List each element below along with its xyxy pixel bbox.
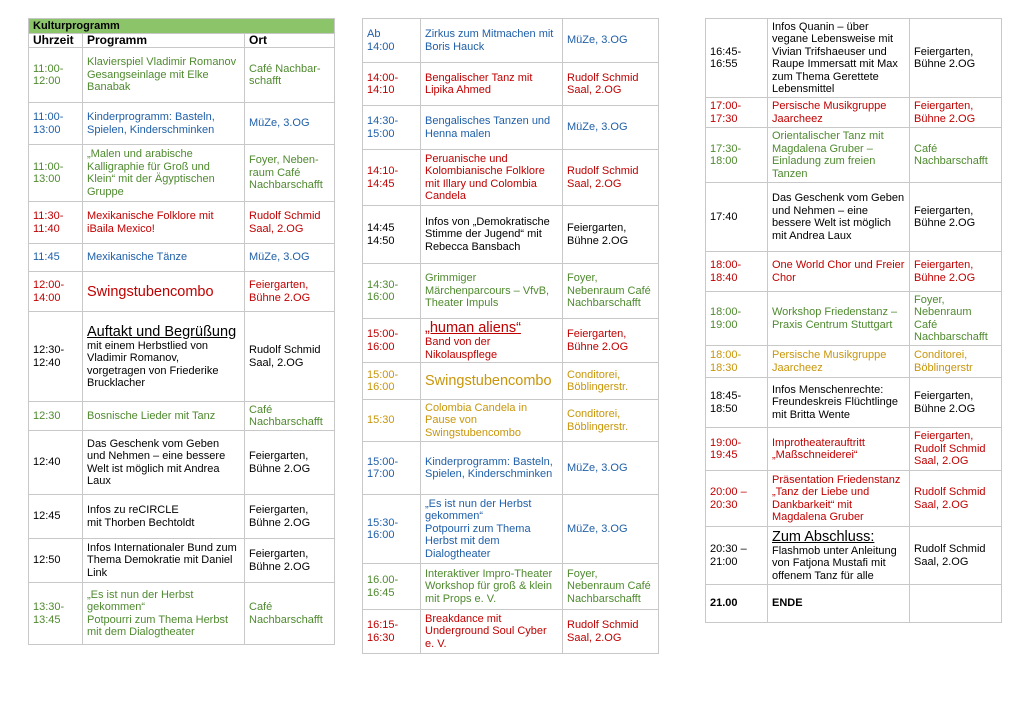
program-text: Infos von „Demokratische Stimme der Jugend“ mit Rebecca Bansbach xyxy=(425,215,550,253)
program-text: Mexikanische Tänze xyxy=(87,251,188,264)
schedule-table-3 xyxy=(705,18,1002,623)
table-row xyxy=(29,145,335,202)
time-cell: 11:00- 12:00 xyxy=(29,48,83,103)
program-cell xyxy=(768,128,910,183)
program-headline: „human aliens“ xyxy=(425,320,521,336)
time-cell: 15:00- 16:00 xyxy=(363,363,421,400)
table-row xyxy=(706,19,1002,98)
program-text: Interaktiver Impro-Theater Workshop für groß & klein mit Props e. V. xyxy=(425,567,553,605)
program-text: Bosnische Lieder mit Tanz xyxy=(87,409,216,422)
schedule-body-3 xyxy=(706,19,1002,623)
time-cell: 11:00- 13:00 xyxy=(29,103,83,145)
place-cell: Feiergarten, Bühne 2.OG xyxy=(245,272,335,312)
table-row xyxy=(706,292,1002,346)
program-cell xyxy=(83,48,245,103)
program-cell xyxy=(83,539,245,583)
time-cell: 14:45 14:50 xyxy=(363,206,421,264)
program-text: Infos Menschenrechte: Freundeskreis Flüchtlinge mit Britta Wente xyxy=(772,383,898,421)
program-text: mit einem Herbstlied von Vladimir Romanov, vorgetragen von Friederike Brucklacher xyxy=(87,339,219,389)
time-cell: Ab 14:00 xyxy=(363,19,421,63)
time-cell: 14:30- 16:00 xyxy=(363,264,421,319)
table-row xyxy=(706,98,1002,128)
program-text: Kinderprogramm: Basteln, Spielen, Kinderschminken xyxy=(87,111,215,136)
table-row xyxy=(706,346,1002,378)
place-cell: Feiergarten, Bühne 2.OG xyxy=(910,19,1002,98)
program-cell xyxy=(768,428,910,471)
table-row xyxy=(706,585,1002,623)
program-text: Klavierspiel Vladimir Romanov Gesangseinlage mit Elke Banabak xyxy=(87,56,237,94)
table-row xyxy=(29,244,335,272)
program-headline: Swingstubencombo xyxy=(87,283,214,300)
program-text: Breakdance mit Underground Soul Cyber e. V. xyxy=(425,612,547,650)
place-cell: MüZe, 3.OG xyxy=(563,106,659,150)
title-row xyxy=(29,19,335,34)
program-cell xyxy=(421,363,563,400)
program-text: Mexikanische Folklore mit iBaila Mexico! xyxy=(87,210,214,235)
time-cell: 16.00- 16:45 xyxy=(363,564,421,610)
program-cell xyxy=(83,495,245,539)
program-cell xyxy=(83,312,245,402)
program-text: Bengalischer Tanz mit Lipika Ahmed xyxy=(425,71,533,96)
table-row xyxy=(363,495,659,564)
program-text: Band von der Nikolauspflege xyxy=(425,336,498,361)
place-cell: Conditorei, Böblingerstr xyxy=(910,346,1002,378)
table-row xyxy=(363,564,659,610)
time-cell: 16:45- 16:55 xyxy=(706,19,768,98)
time-cell: 20:30 – 21:00 xyxy=(706,527,768,585)
time-cell: 18:00- 19:00 xyxy=(706,292,768,346)
place-cell: Feiergarten, Bühne 2.OG xyxy=(910,183,1002,252)
place-cell: Foyer, Nebenraum Café Nachbarschafft xyxy=(910,292,1002,346)
program-cell xyxy=(421,150,563,206)
table-row xyxy=(706,527,1002,585)
program-text: ENDE xyxy=(772,597,803,610)
table-row xyxy=(363,363,659,400)
table-row xyxy=(706,378,1002,428)
header-place: Ort xyxy=(245,34,335,48)
program-cell xyxy=(768,19,910,98)
program-headline: Swingstubencombo xyxy=(425,373,552,389)
program-cell xyxy=(421,319,563,363)
place-cell: Rudolf Schmid Saal, 2.OG xyxy=(910,527,1002,585)
program-text: Das Geschenk vom Geben und Nehmen – eine bessere Welt ist möglich mit Andrea Laux xyxy=(87,437,226,487)
place-cell: Rudolf Schmid Saal, 2.OG xyxy=(910,471,1002,527)
program-cell xyxy=(421,495,563,564)
program-headline: Auftakt und Begrüßung xyxy=(87,323,237,340)
place-cell: Rudolf Schmid Saal, 2.OG xyxy=(245,202,335,244)
table-row xyxy=(29,402,335,431)
place-cell: Foyer, Neben- raum Café Nachbarschafft xyxy=(245,145,335,202)
place-cell: Feiergarten, Rudolf Schmid Saal, 2.OG xyxy=(910,428,1002,471)
time-cell: 14:30- 15:00 xyxy=(363,106,421,150)
place-cell: Café Nachbar- schafft xyxy=(245,48,335,103)
program-text: Peruanische und Kolombianische Folklore mit Illary und Colombia Candela xyxy=(425,152,545,202)
program-text: Orientalischer Tanz mit Magdalena Gruber – Einladung zum freien Tanzen xyxy=(772,130,884,180)
table-row xyxy=(363,264,659,319)
program-cell xyxy=(83,202,245,244)
time-cell: 12:40 xyxy=(29,431,83,495)
place-cell: Feiergarten, Bühne 2.OG xyxy=(910,98,1002,128)
table-row xyxy=(363,19,659,63)
time-cell: 18:45- 18:50 xyxy=(706,378,768,428)
program-text: Kinderprogramm: Basteln, Spielen, Kinderschminken xyxy=(425,455,553,480)
schedule-column-1 xyxy=(28,18,334,645)
program-cell xyxy=(421,564,563,610)
place-cell: Rudolf Schmid Saal, 2.OG xyxy=(563,63,659,106)
time-cell: 15:00- 17:00 xyxy=(363,442,421,495)
schedule-body-2 xyxy=(363,19,659,654)
program-text: Grimmiger Märchenparcours – VfvB, Theater Impuls xyxy=(425,272,550,310)
program-cell xyxy=(768,585,910,623)
schedule-table-1 xyxy=(28,18,335,645)
program-cell xyxy=(421,206,563,264)
program-cell xyxy=(421,63,563,106)
time-cell: 15:30 xyxy=(363,400,421,442)
table-row xyxy=(29,583,335,645)
program-cell xyxy=(768,292,910,346)
table-row xyxy=(363,319,659,363)
place-cell: Conditorei, Böblingerstr. xyxy=(563,363,659,400)
place-cell xyxy=(910,585,1002,623)
table-row xyxy=(706,471,1002,527)
place-cell: MüZe, 3.OG xyxy=(563,19,659,63)
table-row xyxy=(29,202,335,244)
time-cell: 15:00- 16:00 xyxy=(363,319,421,363)
place-cell: Conditorei, Böblingerstr. xyxy=(563,400,659,442)
table-row xyxy=(29,539,335,583)
program-text: Infos Internationaler Bund zum Thema Demokratie mit Daniel Link xyxy=(87,541,237,579)
program-text: „Es ist nun der Herbst gekommen“ Potpourri zum Thema Herbst mit dem Dialogtheater xyxy=(87,588,229,638)
program-cell xyxy=(421,106,563,150)
time-cell: 12:00- 14:00 xyxy=(29,272,83,312)
program-cell xyxy=(421,264,563,319)
schedule-column-2 xyxy=(362,18,658,654)
table-row xyxy=(363,442,659,495)
table-row xyxy=(706,183,1002,252)
program-cell xyxy=(83,272,245,312)
time-cell: 18:00- 18:40 xyxy=(706,252,768,292)
program-cell xyxy=(768,346,910,378)
table-row xyxy=(706,252,1002,292)
time-cell: 17:40 xyxy=(706,183,768,252)
program-text: Das Geschenk vom Geben und Nehmen – eine bessere Welt ist möglich mit Andrea Laux xyxy=(772,192,905,242)
program-cell xyxy=(421,610,563,654)
table-row xyxy=(29,312,335,402)
place-cell: MüZe, 3.OG xyxy=(563,495,659,564)
table-row xyxy=(29,272,335,312)
table-row xyxy=(29,48,335,103)
time-cell: 13:30- 13:45 xyxy=(29,583,83,645)
time-cell: 21.00 xyxy=(706,585,768,623)
time-cell: 12:50 xyxy=(29,539,83,583)
table-row xyxy=(29,103,335,145)
time-cell: 14:00- 14:10 xyxy=(363,63,421,106)
program-text: Bengalisches Tanzen und Henna malen xyxy=(425,115,551,140)
time-cell: 12:30 xyxy=(29,402,83,431)
table-row xyxy=(363,206,659,264)
table-row xyxy=(29,431,335,495)
program-cell xyxy=(768,527,910,585)
program-cell xyxy=(768,378,910,428)
time-cell: 11:30- 11:40 xyxy=(29,202,83,244)
program-headline: Zum Abschluss: xyxy=(772,528,875,545)
time-cell: 16:15- 16:30 xyxy=(363,610,421,654)
place-cell: Feiergarten, Bühne 2.OG xyxy=(910,378,1002,428)
time-cell: 12:45 xyxy=(29,495,83,539)
program-text: Präsentation Friedenstanz „Tanz der Liebe und Dankbarkeit“ mit Magdalena Gruber xyxy=(772,473,901,523)
header-program: Programm xyxy=(83,34,245,48)
program-text: Zirkus zum Mitmachen mit Boris Hauck xyxy=(425,28,554,53)
place-cell: Rudolf Schmid Saal, 2.OG xyxy=(563,150,659,206)
program-cell xyxy=(83,103,245,145)
program-text: One World Chor und Freier Chor xyxy=(772,259,905,284)
place-cell: Feiergarten, Bühne 2.OG xyxy=(245,431,335,495)
time-cell: 14:10- 14:45 xyxy=(363,150,421,206)
place-cell: Feiergarten, Bühne 2.OG xyxy=(563,206,659,264)
program-text: Persische Musikgruppe Jaarcheez xyxy=(772,100,887,125)
time-cell: 17:30- 18:00 xyxy=(706,128,768,183)
program-text: „Malen und arabische Kalligraphie für Groß und Klein“ mit der Ägyptischen Gruppe xyxy=(87,148,215,198)
table-row xyxy=(363,400,659,442)
place-cell: Foyer, Nebenraum Café Nachbarschafft xyxy=(563,564,659,610)
time-cell: 19:00- 19:45 xyxy=(706,428,768,471)
place-cell: MüZe, 3.OG xyxy=(245,244,335,272)
program-text: Infos Quanin – über vegane Lebensweise mit Vivian Trifshaeuser und Raupe Immersatt mit Max zum Thema Gerettete Lebensmittel xyxy=(772,20,898,95)
place-cell: MüZe, 3.OG xyxy=(245,103,335,145)
time-cell: 11:00- 13:00 xyxy=(29,145,83,202)
place-cell: Feiergarten, Bühne 2.OG xyxy=(910,252,1002,292)
schedule-column-3 xyxy=(705,18,1001,623)
place-cell: Café Nachbarschafft xyxy=(245,583,335,645)
program-cell xyxy=(83,244,245,272)
table-row xyxy=(363,150,659,206)
place-cell: Feiergarten, Bühne 2.OG xyxy=(245,539,335,583)
time-cell: 18:00- 18:30 xyxy=(706,346,768,378)
place-cell: Feiergarten, Bühne 2.OG xyxy=(563,319,659,363)
program-cell xyxy=(421,442,563,495)
time-cell: 12:30- 12:40 xyxy=(29,312,83,402)
program-cell xyxy=(421,19,563,63)
program-text: Persische Musikgruppe Jaarcheez xyxy=(772,349,887,374)
place-cell: Foyer, Nebenraum Café Nachbarschafft xyxy=(563,264,659,319)
program-cell xyxy=(768,183,910,252)
table-row xyxy=(706,428,1002,471)
place-cell: Feiergarten, Bühne 2.OG xyxy=(245,495,335,539)
program-cell xyxy=(768,252,910,292)
place-cell: Café Nachbarschafft xyxy=(245,402,335,431)
schedule-body-1 xyxy=(29,48,335,645)
program-text: Workshop Friedenstanz – Praxis Centrum Stuttgart xyxy=(772,306,898,331)
program-text: „Es ist nun der Herbst gekommen“ Potpourri zum Thema Herbst mit dem Dialogtheater xyxy=(425,497,532,560)
program-cell xyxy=(768,98,910,128)
program-cell xyxy=(83,431,245,495)
program-cell xyxy=(83,145,245,202)
program-cell xyxy=(83,402,245,431)
header-time: Uhrzeit xyxy=(29,34,83,48)
place-cell: Café Nachbarschafft xyxy=(910,128,1002,183)
program-cell xyxy=(83,583,245,645)
time-cell: 20:00 – 20:30 xyxy=(706,471,768,527)
table-row xyxy=(363,106,659,150)
time-cell: 15:30- 16:00 xyxy=(363,495,421,564)
table-row xyxy=(363,610,659,654)
place-cell: Rudolf Schmid Saal, 2.OG xyxy=(563,610,659,654)
program-text: Colombia Candela in Pause von Swingstubencombo xyxy=(425,401,528,439)
header-row xyxy=(29,34,335,48)
schedule-table-2 xyxy=(362,18,659,654)
program-cell xyxy=(768,471,910,527)
program-text: Infos zu reCIRCLE mit Thorben Bechtoldt xyxy=(87,504,195,529)
place-cell: MüZe, 3.OG xyxy=(563,442,659,495)
program-text: Improtheaterauftritt „Maßschneiderei“ xyxy=(772,436,865,461)
table-row xyxy=(363,63,659,106)
place-cell: Rudolf Schmid Saal, 2.OG xyxy=(245,312,335,402)
page-title: Kulturprogramm xyxy=(29,19,335,34)
table-row xyxy=(706,128,1002,183)
time-cell: 11:45 xyxy=(29,244,83,272)
program-text: Flashmob unter Anleitung von Fatjona Mustafi mit offenem Tanz für alle xyxy=(772,544,897,582)
program-cell xyxy=(421,400,563,442)
time-cell: 17:00- 17:30 xyxy=(706,98,768,128)
table-row xyxy=(29,495,335,539)
